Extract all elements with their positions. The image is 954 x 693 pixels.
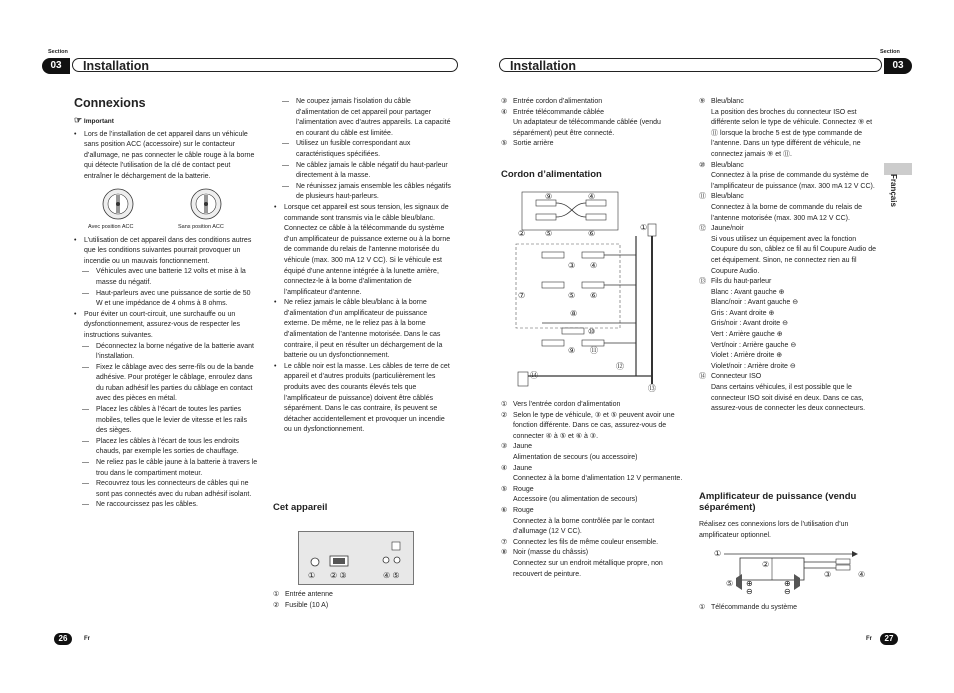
legend-detail: Si vous utilisez un équipement avec la fonction Coupure du son, câblez ce fil au fil Coupure Audio de cet équipement. Sinon, ne connectez rien au fil Coupure Audio. [711, 235, 876, 275]
svg-text:③: ③ [824, 570, 832, 579]
list-item: — Placez les câbles à l’écart de toutes les parties mobiles, telles que le levier de vitesse et les rails des sièges. [74, 405, 258, 437]
legend-item: ① Entrée antenne [273, 591, 333, 598]
switch-with-acc-icon [103, 189, 133, 219]
speaker-wire-color: Vert : Arrière gauche ⊕ [711, 331, 783, 339]
svg-text:②: ② [518, 229, 526, 238]
unit-legend [273, 590, 453, 611]
list-item: — Fixez le câblage avec des serre-fils ou de la bande adhésive. Pour protéger le câblage, enroulez dans du ruban adhésif les parties du câblage en contact avec des pièces en métal. [74, 363, 258, 405]
svg-text:⑫: ⑫ [616, 362, 624, 371]
svg-text:⊖: ⊖ [746, 587, 753, 596]
right-column-1 [501, 97, 683, 150]
svg-text:⑧: ⑧ [570, 309, 578, 318]
amplifier-legend [699, 603, 879, 614]
page-number: 26 [54, 633, 72, 645]
svg-text:⑦: ⑦ [518, 291, 526, 300]
language-label: Fr [84, 636, 90, 642]
speaker-wire-color: Violet/noir : Arrière droite ⊖ [711, 362, 796, 370]
legend-item: ④ Jaune [501, 464, 533, 472]
list-item: — Placez les câbles à l’écart de tous les endroits chauds, par exemple les sorties de chauffage. [74, 437, 258, 458]
svg-text:②: ② [762, 560, 770, 569]
list-item: — Ne câblez jamais le câble négatif du haut-parleur directement à la masse. [274, 161, 454, 182]
legend-item: ③ Jaune [501, 443, 533, 451]
list-item: • Pour éviter un court-circuit, une surchauffe ou un dysfonctionnement, assurez-vous de respecter les instructions suivantes. [74, 310, 258, 342]
legend-item: ② Selon le type de véhicule, ③ et ⑤ peuvent avoir une fonction différente. Dans ce cas, assurez-vous de connecter ④ à ⑤ et ⑥ à ③. [501, 411, 675, 440]
svg-text:⊖: ⊖ [784, 587, 791, 596]
legend-detail: La position des broches du connecteur ISO est différente selon le type de véhicule. Connectez ⑨ et ⑪ lorsque la broche 5 est de type commande de l’antenne. Dans un type différent de véhicule, ne connectez jamais ⑨ et ⑪. [711, 108, 873, 158]
page-number: 27 [880, 633, 898, 645]
svg-text:⑪: ⑪ [590, 346, 598, 355]
list-item: — Haut-parleurs avec une puissance de sortie de 50 W et une impédance de 4 ohms à 8 ohms. [74, 289, 258, 310]
svg-text:⊕: ⊕ [784, 579, 791, 588]
list-item: • Ne reliez jamais le câble bleu/blanc à la borne d’alimentation d’un amplificateur de puissance externe. De même, ne le reliez pas à la borne d’alimentation de l’antenne motorisée. Dans le cas contraire, il peut en résulter un déchargement de la batterie ou un dysfonctionnement. [274, 298, 454, 362]
svg-text:⑨: ⑨ [545, 192, 553, 201]
legend-item: ⑥ Rouge [501, 506, 534, 514]
legend-item: ⑪ Bleu/blanc [699, 193, 744, 201]
legend-detail: Connectez à la borne contrôlée par le contact d’allumage (12 V CC). [513, 517, 655, 536]
hand-pointing-icon: ☞ [74, 115, 83, 125]
svg-text:⊕: ⊕ [746, 579, 753, 588]
figure-caption: Sans position ACC [178, 223, 224, 230]
svg-text:①: ① [714, 549, 722, 558]
subsection-heading: Cet appareil [273, 502, 328, 513]
header-title: Installation [72, 58, 458, 72]
legend-detail: Accessoire (ou alimentation de secours) [513, 496, 638, 504]
list-item: — Véhicules avec une batterie 12 volts et mise à la masse du négatif. [74, 267, 258, 288]
power-cord-wiring-diagram [512, 188, 672, 394]
speaker-wire-color: Blanc : Avant gauche ⊕ [711, 288, 785, 296]
legend-detail: Alimentation de secours (ou accessoire) [513, 453, 638, 461]
legend-detail: Connectez à la borne de commande du relais de l’antenne motorisée (max. 300 mA 12 V CC). [711, 203, 862, 222]
legend-item: ⑤ Rouge [501, 485, 534, 493]
svg-text:⑨: ⑨ [568, 346, 576, 355]
list-item: — Recouvrez tous les connecteurs de câbles qui ne sont pas connectés avec du ruban adhésif isolant. [74, 479, 258, 500]
amplifier-intro: Réalisez ces connexions lors de l’utilisation d’un amplificateur optionnel. [699, 521, 849, 539]
power-cord-legend [501, 400, 683, 580]
speaker-wire-color: Blanc/noir : Avant gauche ⊖ [711, 299, 799, 307]
list-item: — Déconnectez la borne négative de la batterie avant l’installation. [74, 342, 258, 363]
legend-item: ③ Entrée cordon d’alimentation [501, 98, 603, 105]
speaker-wire-color: Gris : Avant droite ⊕ [711, 309, 775, 317]
legend-item: ⑩ Bleu/blanc [699, 161, 744, 169]
diagram-label: ④ ⑤ [383, 571, 400, 580]
svg-text:⑥: ⑥ [590, 291, 598, 300]
subsection-heading: Cordon d’alimentation [501, 169, 602, 180]
legend-item: ⑬ Fils du haut-parleur [699, 278, 772, 286]
svg-text:⑤: ⑤ [568, 291, 576, 300]
legend-item: ② Fusible (10 A) [273, 601, 329, 609]
list-item: — Ne raccourcissez pas les câbles. [74, 500, 258, 511]
section-label: Section [880, 49, 900, 55]
header-title: Installation [499, 58, 882, 72]
legend-item: ⑫ Jaune/noir [699, 225, 744, 233]
svg-text:⑬: ⑬ [648, 384, 656, 393]
language-side-tab: Français [889, 174, 898, 207]
svg-text:⑩: ⑩ [588, 327, 596, 336]
svg-text:⑥: ⑥ [588, 229, 596, 238]
list-item: • L’utilisation de cet appareil dans des conditions autres que les conditions suivantes pourrait provoquer un incendie ou un mauvais fonctionnement. [74, 236, 258, 268]
svg-text:④: ④ [858, 570, 866, 579]
section-label: Section [48, 49, 68, 55]
legend-item: ⑤ Sortie arrière [501, 140, 554, 148]
left-column-1 [74, 96, 258, 511]
list-item: • Lors de l’installation de cet appareil dans un véhicule sans position ACC (accessoire) sur le contacteur d’allumage, ne pas connecter le câble rouge à la borne qui détecte l’utilisation de la clé de contact peut entraîner le déchargement de la batterie. [74, 130, 258, 183]
diagram-label: ② ③ [330, 571, 347, 580]
legend-detail: Connectez à la prise de commande du système de l’amplificateur de puissance (max. 300 mA 12 V CC). [711, 172, 875, 190]
diagram-label: ① [308, 571, 316, 580]
legend-item: ⑨ Bleu/blanc [699, 98, 744, 105]
list-item: • Lorsque cet appareil est sous tension, les signaux de commande sont transmis via le câble bleu/blanc. Connectez ce câble à la télécommande du système d’un amplificateur de puissance externe ou à la borne de commande du relais de l’antenne motorisée du véhicule (max. 300 mA 12 V CC). Si le véhicule est équipé d’une antenne intégrée à la lunette arrière, connectez-le à la borne d’alimentation de l’amplificateur d’antenne. [274, 203, 454, 298]
svg-text:⑭: ⑭ [530, 371, 538, 380]
legend-detail: Un adaptateur de télécommande câblée (vendu séparément) peut être connecté. [513, 119, 661, 137]
legend-item: ⑧ Noir (masse du châssis) [501, 549, 589, 557]
legend-item: ① Télécommande du système [699, 604, 797, 611]
section-number-badge: 03 [884, 58, 912, 74]
svg-text:③: ③ [568, 261, 576, 270]
svg-text:④: ④ [590, 261, 598, 270]
right-column-2 [699, 97, 879, 415]
switch-without-acc-icon [191, 189, 221, 219]
section-heading: Connexions [74, 96, 146, 110]
speaker-wire-color: Violet : Arrière droite ⊕ [711, 352, 783, 360]
list-item: — Ne réunissez jamais ensemble les câbles négatifs de plusieurs haut-parleurs. [274, 182, 454, 203]
figure-caption: Avec position ACC [88, 223, 134, 230]
svg-text:④: ④ [588, 192, 596, 201]
svg-text:⑤: ⑤ [545, 229, 553, 238]
svg-text:①: ① [640, 223, 648, 232]
language-label: Fr [866, 636, 872, 642]
speaker-wire-color: Gris/noir : Avant droite ⊖ [711, 320, 788, 328]
legend-detail: Connectez sur un endroit métallique propre, non recouvert de peinture. [513, 559, 663, 578]
legend-item: ④ Entrée télécommande câblée [501, 108, 605, 116]
speaker-wire-color: Vert/noir : Arrière gauche ⊖ [711, 341, 797, 349]
amplifier-wiring-diagram [712, 546, 872, 598]
subsection-heading: Amplificateur de puissance (vendu séparément) [699, 491, 857, 513]
legend-item: ⑦ Connectez les fils de même couleur ensemble. [501, 538, 659, 546]
list-item: — Ne coupez jamais l’isolation du câble d’alimentation de cet appareil pour partager l’alimentation avec d’autres appareils. La capacité en courant du câble est limitée. [274, 97, 454, 139]
important-note: ☞ Important [74, 115, 114, 125]
svg-text:⑤: ⑤ [726, 579, 734, 588]
left-column-2 [274, 97, 454, 436]
list-item: — Utilisez un fusible correspondant aux caractéristiques spécifiées. [274, 139, 454, 160]
list-item: • Le câble noir est la masse. Les câbles de terre de cet appareil et d’autres produits (particulièrement les produits avec des courants élevés tels que l’amplificateur de puissance) doivent être câblés séparément. Dans le cas contraire, ils peuvent se détacher accidentellement et provoquer un incendie ou un dysfonctionnement. [274, 362, 454, 436]
ignition-switch-figures [74, 186, 258, 234]
list-item: — Ne reliez pas le câble jaune à la batterie à travers le trou dans le compartiment moteur. [74, 458, 258, 479]
legend-detail: Dans certains véhicules, il est possible que le connecteur ISO soit divisé en deux. Dans ce cas, assurez-vous de connecter les deux connecteurs. [711, 384, 866, 413]
legend-detail: Connectez à la borne d’alimentation 12 V permanente. [513, 475, 683, 483]
section-number-badge: 03 [42, 58, 70, 74]
legend-item: ⑭ Connecteur ISO [699, 373, 762, 381]
legend-item: ① Vers l’entrée cordon d’alimentation [501, 401, 621, 408]
